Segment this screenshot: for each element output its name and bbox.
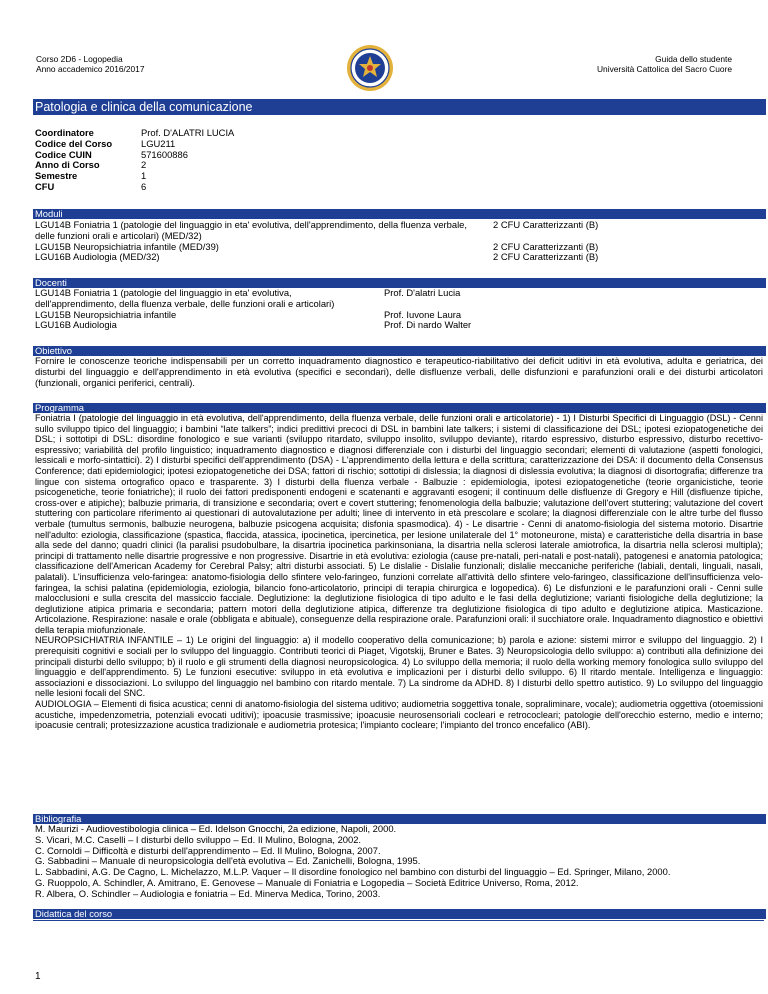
didattica-heading: Didattica del corso (33, 909, 766, 919)
moduli-names (35, 220, 473, 263)
module-name: LGU15B Neuropsichiatria infantile (MED/39) (35, 240, 219, 252)
module-name: LGU14B Foniatria 1 (patologie del linguaggio in eta' evolutiva, dell'apprendimento, della fluenza verbale, delle funzioni orali e articolari) (MED/32) (35, 219, 467, 241)
header-left (36, 54, 145, 74)
info-value: 571600886 (141, 148, 188, 160)
docente-module: LGU16B Audiologia (35, 319, 117, 331)
info-label: Codice CUIN (35, 148, 92, 160)
docente-module: LGU14B Foniatria 1 (patologie del linguaggio in eta' evolutiva, dell'apprendimento, della fluenza verbale, delle funzioni orali e articolari) (35, 287, 335, 309)
programma-paragraph: NEUROPSICHIATRIA INFANTILE – 1) Le origini del linguaggio: a) il modello cooperativo della comunicazione; b) parola e azione: sistemi mirror e sviluppo del linguaggio. 2) I prerequisiti cognitivi e sociali per lo sviluppo del linguaggio. Contributi teorici di Piaget, Vigotskij, Bruner e Bates. 3) Neuropsicologia dello sviluppo: a) contributi alla definizione dei principali disturbi dello sviluppo; b) il ruolo e gli strumenti della diagnosi neuropsicologica. 4) Lo sviluppo della memoria; il ruolo della working memory fonologica sullo sviluppo del linguaggio e dell'apprendimento. 5) Le funzioni esecutive: sviluppo in età evolutiva e implicazioni per i disturbi dello sviluppo. 6) Il ritardo mentale. Intelligenza e linguaggio: associazioni e dissociazioni. Lo sviluppo del linguaggio nel bambino con ritardo mentale. 7) La sindrome da ADHD. 8) I disturbi dello spettro autistico. 9) Lo sviluppo del linguaggio nelle lesioni focali del SNC. (35, 635, 763, 699)
info-row (35, 182, 234, 193)
bibliography-item: C. Cornoldi – Difficoltà e disturbi dell'apprendimento – Ed. Il Mulino, Bologna, 2007. (35, 844, 381, 856)
programma-heading: Programma (33, 403, 766, 413)
info-row (35, 171, 234, 182)
programma-text (35, 413, 763, 731)
module-cfu: 2 CFU Caratterizzanti (B) (493, 251, 599, 263)
info-value: LGU211 (141, 137, 176, 149)
info-label: Codice del Corso (35, 137, 113, 149)
moduli-heading: Moduli (33, 209, 766, 219)
info-label: Semestre (35, 170, 78, 181)
docente-module: LGU15B Neuropsichiatria infantile (35, 308, 177, 320)
university-line: Università Cattolica del Sacro Cuore (597, 64, 732, 74)
bibliografia-list (35, 824, 763, 899)
page-number: 1 (35, 971, 41, 982)
info-row (35, 139, 234, 150)
section-divider (33, 920, 764, 921)
module-name: LGU16B Audiologia (MED/32) (35, 251, 160, 263)
course-line: Corso 2D6 - Logopedia (36, 54, 123, 64)
docente-name: Prof. D'alatri Lucia (384, 287, 461, 298)
guide-line: Guida dello studente (655, 54, 732, 64)
year-line: Anno accademico 2016/2017 (36, 64, 145, 74)
module-cfu: 2 CFU Caratterizzanti (B) (493, 219, 599, 230)
moduli-cfu (493, 220, 753, 263)
bibliography-item: G. Sabbadini – Manuale di neuropsicologia dell'età evolutiva – Ed. Zanichelli, Bologna, 1995. (35, 855, 421, 867)
docenti-profs (384, 288, 584, 331)
obiettivo-heading: Obiettivo (33, 346, 766, 356)
bibliography-item: M. Maurizi - Audiovestibologia clinica – Ed. Idelson Gnocchi, 2a edizione, Napoli, 2000. (35, 823, 397, 834)
bibliography-item: L. Sabbadini, A.G. De Cagno, L. Michelazzo, M.L.P. Vaquer – Il disordine fonologico nel bambino con disturbi del linguaggio – Ed. Springer, Milano, 2000. (35, 866, 671, 877)
info-value: Prof. D'ALATRI LUCIA (141, 127, 235, 138)
docente-name: Prof. Di nardo Walter (384, 319, 472, 331)
module-cfu: 2 CFU Caratterizzanti (B) (493, 240, 599, 252)
info-label: CFU (35, 180, 55, 192)
info-value: 6 (141, 180, 147, 192)
docente-name: Prof. Iuvone Laura (384, 308, 462, 320)
page-title: Patologia e clinica della comunicazione (33, 99, 766, 115)
bibliography-item: G. Ruoppolo, A. Schindler, A. Amitrano, E. Genovese – Manuale di Foniatria e Logopedia – Società Editrice Universo, Roma, 2012. (35, 876, 579, 888)
docenti-heading: Docenti (33, 278, 766, 288)
programma-paragraph: AUDIOLOGIA – Elementi di fisica acustica; cenni di anatomo-fisiologia del sistema uditivo; audiometria soggettiva tonale, sopraliminare, vocale); audiometria oggettiva (otoemissioni acustiche, impedenzometria, potenziali evocati uditivi); ipoacusie trasmissive; ipoacusie neurosensoriali cocleari e retrococleari; patologie dell'orecchio esterno, medio e interno; ipoacusie centrali; protesizzazione acustica tradizionale e audiometria protesica; l'impianto cocleare; l'impianto del tronco encefalico (ABI). (35, 699, 763, 731)
info-label: Anno di Corso (35, 159, 100, 171)
bibliography-item: R. Albera, O. Schindler – Audiologia e foniatria – Ed. Minerva Medica, Torino, 2003. (35, 887, 381, 899)
header-right (597, 54, 732, 74)
course-info (35, 128, 234, 193)
bibliography-item: S. Vicari, M.C. Caselli – I disturbi dello sviluppo – Ed. Il Mulino, Bologna, 2002. (35, 833, 362, 845)
info-value: 2 (141, 159, 147, 171)
university-seal-icon (346, 44, 394, 92)
programma-paragraph: Foniatria I (patologie del linguaggio in età evolutiva, dell'apprendimento, della fluenza verbale, delle funzioni orali e articolatorie) - 1) I Disturbi Specifici di Linguaggio (DSL) - Cenni sullo sviluppo tipico del linguaggio; i bambini “late talkers”; indici predittivi precoci di DSL in bambini late talkers; i sistemi di classificazione dei DSL; ipotesi eziopatogenetiche dei DSL; i sottotipi di DSL: disordine fonologico e sue varianti (sviluppo ritardato, sviluppo insolito, sviluppo deviante), ritardo espressivo, disturbo espressivo, disturbo recettivo-espressivo; variabilità del profilo linguistico; inquadramento diagnostico e diagnosi differenziale con i disturbi del linguaggio secondari; elementi di valutazione (aspetti fonologici, lessicali e morfo-sintattici). 2) I disturbi specifici dell'apprendimento (DSA) - L'apprendimento della lettura e della scrittura; caratterizzazione dei DSA: il documento della Consensus Conference; dati epidemiologici; ipotesi eziopatogenetiche dei DSA; fattori di rischio; sottotipi di dislessia; la diagnosi di dislessia evolutiva; la diagnosi di disortografia; differenze tra lingue con sistema ortografico opaco e trasparente. 3) I disturbi della fluenza verbale - Balbuzie : epidemiologia, ipotesi eziopatogenetiche (teorie organicistiche, teorie psicogenetiche, teorie foniatriche); il ruolo dei fattori predisponenti endogeni e scatenanti e aggravanti esogeni; il continuum delle disfluenze di Gregory e Hill (disfluenze tipiche, cross-over e atipiche); balbuzie primaria, di transizione e secondaria; overt e covert stuttering; fenomenologia della balbuzie; valutazione dell'overt stuttering; valutazione del covert stuttering con particolare riferimento ai questionari di autovalutazione per adulti; linee di intervento in età prescolare e scolare; la diagnosi differenziale con le altre turbe del flusso verbale (tumultus sermonis, balbuzie neurogena, balbuzie psicogena acquisita; disfonia spasmodica). 4) - Le disartrie - Cenni di anatomo-fisiologia del sistema motorio. Disartrie nell'adulto: eziologia, classificazione (spastica, flaccida, atassica, ipocinetica, ipercinetica, per lesione unilaterale del 1° motoneurone, mista) e caratteristiche della disartria in base alla sede del danno; quadri clinici (la paralisi psudobulbare, la disartria ipocinetica parkinsoniana, la disartria nella sclerosi laterale amiotrofica, la disartria nella sclerosi multipla); principi di trattamento nelle disartrie progressive e non progressive. Disartrie in età evolutiva: eziologia (cause pre-natali, peri-natali e post-natali), patogenesi e anatomia patologica; classificazione dell'American Academy for Cerebral Palsy; altri disturbi associati. 5) Le dislalie - Dislalie funzionali; dislalie meccaniche periferiche (labiali, dentali, linguali, nasali, palatali). L'insufficienza velo-faringea: anatomo-fisiologia dello sfintere velo-faringeo, funzioni correlate all'attività dello sfintere velo-faringeo, classificazione dell'insufficienza velo-faringea, la schisi palatina (epidemiologia, eziologia, bilancio fono-articolatorio, principi di terapia chirurgica e logopedica). 6) Le disfunzioni e le parafunzioni orali - Cenni sulle malocclusioni e sulla crescita del massiccio facciale. Deglutizione: la deglutizione fisiologica di tipo adulto e le fasi della deglutizione; varianti fisiologiche della deglutizione; la deglutizione atipica primaria e secondaria; pattern motori della deglutizione atipica, differenze tra deglutizione fisiologica di tipo adulto e deglutizione atipica. Masticazione. Articolazione. Respirazione: nasale e orale (obbligata e abituale), conseguenze della respirazione orale. Parafunzioni orali: il succhiatore orale. Inquadramento diagnostico e obiettivi della terapia miofunzionale. (35, 413, 763, 635)
docenti-names (35, 288, 375, 331)
bibliografia-heading: Bibliografia (33, 814, 766, 824)
info-label: Coordinatore (35, 127, 94, 138)
info-value: 1 (141, 170, 147, 181)
obiettivo-text: Fornire le conoscenze teoriche indispensabili per un corretto inquadramento diagnostico e terapeutico-riabilitativo dei deficit uditivi in età evolutiva, adulta e geriatrica, dei disturbi del linguaggio e dell'apprendimento in età evolutiva (specifici e secondari), delle disfluenze verbali, delle disfunzioni e parafunzioni orali e dei disturbi articolatori (funzionali, organici periferici, centrali). (35, 355, 763, 388)
